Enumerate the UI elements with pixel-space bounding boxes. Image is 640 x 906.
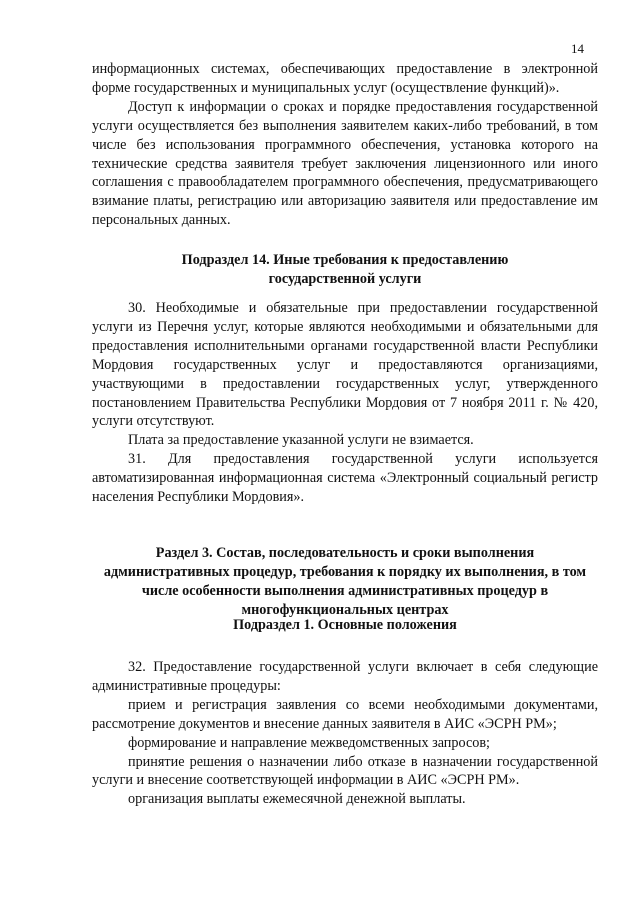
section-3-heading-block <box>92 544 598 620</box>
paragraph-fee: Плата за предоставление указанной услуги не взимается. <box>128 432 474 449</box>
subsection-14-heading-block <box>150 251 540 289</box>
paragraph-31: 31. Для предоставления государственной услуги используется автоматизированная информационная система «Электронный социальный регистр населения Республики Мордовия». <box>92 451 598 506</box>
section-3-body <box>92 658 598 809</box>
paragraphs-top <box>92 60 598 230</box>
list-item: принятие решения о назначении либо отказе в назначении государственной услуги и внесение соответствующей информации в АИС «ЭСРН РМ». <box>92 753 598 789</box>
page-number: 14 <box>571 41 584 56</box>
list-item: формирование и направление межведомственных запросов; <box>128 734 490 751</box>
section-3-subheading-block <box>92 616 598 635</box>
section-3-subheading: Подраздел 1. Основные положения <box>233 617 457 633</box>
paragraph-30: 30. Необходимые и обязательные при предоставлении государственной услуги из Перечня услуг, которые являются необходимыми и обязательными для предоставления исполнительными органами государственной власти Республики Мордовия государственных услуг и предоставляются организациями, участвующими в предоставлении государственных услуг, утвержденного постановлением Правительства Республики Мордовия от 7 ноября 2011 г. № 420, услуги отсутствуют. <box>92 300 598 430</box>
list-item: прием и регистрация заявления со всеми необходимыми документами, рассмотрение документов и внесение данных заявителя в АИС «ЭСРН РМ»; <box>92 696 598 732</box>
subsection-14-body <box>92 299 598 507</box>
subsection-14-heading: Подраздел 14. Иные требования к предоставлению государственной услуги <box>181 252 509 287</box>
paragraph-32: 32. Предоставление государственной услуги включает в себя следующие административные процедуры: <box>92 659 598 694</box>
section-3-heading: Раздел 3. Состав, последовательность и сроки выполнения административных процедур, требования к порядку их выполнения, в том числе особенности выполнения административных процедур в многофункциональных центрах <box>103 545 587 618</box>
list-item: организация выплаты ежемесячной денежной выплаты. <box>128 791 466 808</box>
paragraph-access: Доступ к информации о сроках и порядке предоставления государственной услуги осуществляется без выполнения заявителем каких-либо требований, в том числе без использования программного обеспечения, установка которого на технические средства заявителя требует заключения лицензионного или иного соглашения с правообладателем программного обеспечения, предусматривающего взимание платы, регистрацию или авторизацию заявителя или предоставление им персональных данных. <box>92 98 598 229</box>
paragraph-continuation: информационных системах, обеспечивающих предоставление в электронной форме государственных и муниципальных услуг (осуществление функций)». <box>92 61 598 96</box>
